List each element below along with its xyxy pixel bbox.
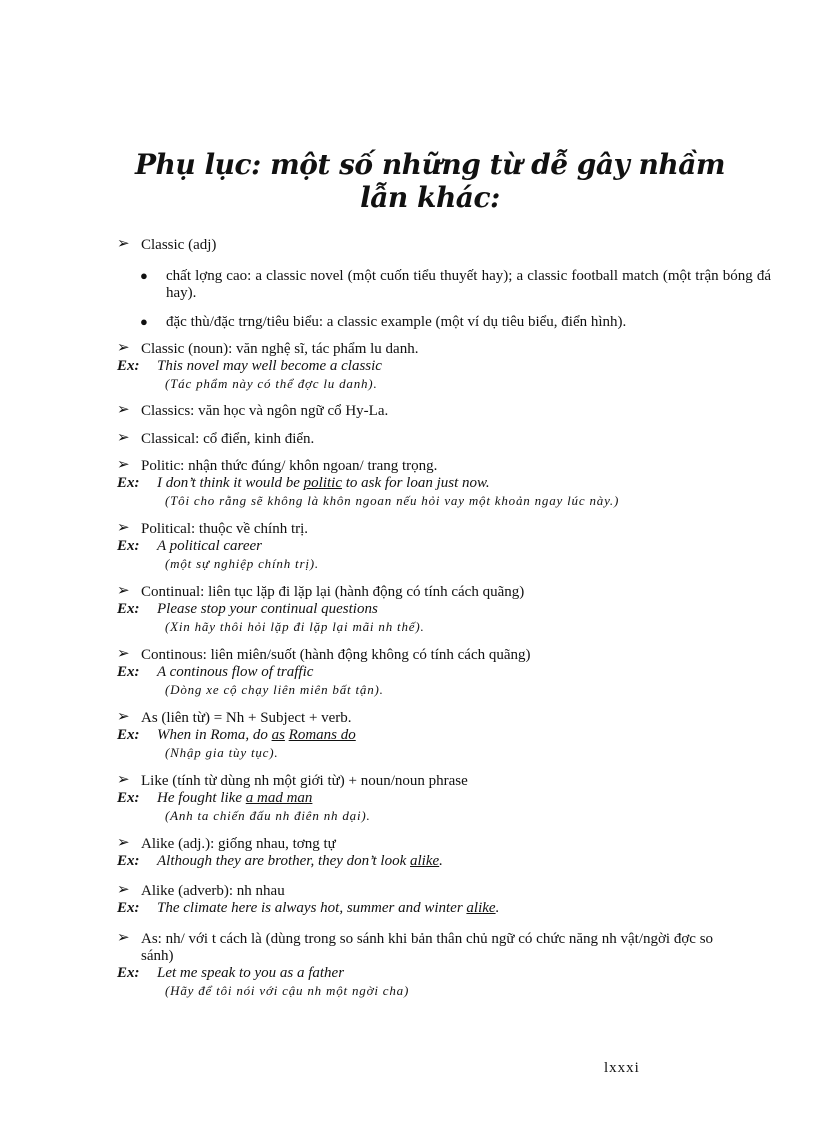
entry-as-conjunction xyxy=(117,710,747,761)
entry-alike-adj xyxy=(117,836,747,870)
arrow-bullet-icon: ➢ xyxy=(117,520,130,536)
entry-head: Classics: văn học và ngôn ngữ cổ Hy-La. xyxy=(141,403,389,419)
arrow-bullet-icon: ➢ xyxy=(117,930,130,946)
example-text: Although they are brother, they don’t look alike. xyxy=(157,853,443,869)
arrow-bullet-icon: ➢ xyxy=(117,430,130,446)
entry-continous xyxy=(117,647,747,698)
page-number: lxxxi xyxy=(604,1060,640,1076)
arrow-bullet-icon: ➢ xyxy=(117,236,130,252)
entry-head: Continual: liên tục lặp đi lặp lại (hành động có tính cách quãng) xyxy=(141,584,525,600)
example-label: Ex: xyxy=(117,853,140,869)
translation: (Dòng xe cộ chạy liên miên bất tận). xyxy=(165,682,384,697)
translation: (Anh ta chiến đấu nh điên nh dại). xyxy=(165,808,371,823)
arrow-bullet-icon: ➢ xyxy=(117,583,130,599)
example-label: Ex: xyxy=(117,601,140,617)
example-text: A continous flow of traffic xyxy=(157,664,314,680)
arrow-bullet-icon: ➢ xyxy=(117,709,130,725)
example-text: I don’t think it would be politic to ask for loan just now. xyxy=(157,475,490,491)
entry-head: Like (tính từ dùng nh một giới từ) + noun/noun phrase xyxy=(141,773,468,789)
entry-continual xyxy=(117,584,747,635)
example-label: Ex: xyxy=(117,790,140,806)
entry-head: Political: thuộc về chính trị. xyxy=(141,521,309,537)
arrow-bullet-icon: ➢ xyxy=(117,340,130,356)
example-label: Ex: xyxy=(117,475,140,491)
translation: (Tác phẩm này có thể đợc lu danh). xyxy=(165,376,378,391)
sub-bullet-typical xyxy=(140,314,771,331)
example-text: He fought like a mad man xyxy=(157,790,313,806)
entry-head: As (liên từ) = Nh + Subject + verb. xyxy=(141,710,352,726)
entry-head: Classic (adj) xyxy=(141,237,217,253)
example-text: Let me speak to you as a father xyxy=(157,965,345,981)
translation: (Tôi cho rằng sẽ không là khôn ngoan nếu hỏi vay một khoản ngay lúc này.) xyxy=(165,493,620,508)
entry-alike-adverb xyxy=(117,883,747,917)
arrow-bullet-icon: ➢ xyxy=(117,835,130,851)
example-label: Ex: xyxy=(117,900,140,916)
entry-classic-adj xyxy=(117,237,747,254)
entry-head: Continous: liên miên/suốt (hành động không có tính cách quãng) xyxy=(141,647,531,663)
sub-bullet-text: chất lợng cao: a classic novel (một cuốn tiểu thuyết hay); a classic football match (một trận bóng đá hay). xyxy=(166,268,771,301)
entry-classical xyxy=(117,431,747,448)
entry-classics xyxy=(117,403,747,420)
example-label: Ex: xyxy=(117,664,140,680)
entry-political xyxy=(117,521,747,572)
sub-bullet-quality xyxy=(140,268,771,302)
example-text: When in Roma, do as Romans do xyxy=(157,727,356,743)
translation: (Hãy để tôi nói với cậu nh một ngời cha) xyxy=(165,983,410,998)
translation: (Xin hãy thôi hỏi lặp đi lặp lại mãi nh thế). xyxy=(165,619,425,634)
entry-head: Politic: nhận thức đúng/ khôn ngoan/ trang trọng. xyxy=(141,458,438,474)
example-text: The climate here is always hot, summer and winter alike. xyxy=(157,900,500,916)
example-text: Please stop your continual questions xyxy=(157,601,378,617)
arrow-bullet-icon: ➢ xyxy=(117,882,130,898)
dot-bullet-icon: ● xyxy=(140,314,148,329)
entry-classic-noun xyxy=(117,341,747,392)
example-label: Ex: xyxy=(117,965,140,981)
sub-bullet-text: đặc thù/đặc trng/tiêu biểu: a classic example (một ví dụ tiêu biểu, điển hình). xyxy=(166,314,627,330)
entry-head: Classic (noun): văn nghệ sĩ, tác phẩm lu danh. xyxy=(141,341,419,357)
example-text: This novel may well become a classic xyxy=(157,358,382,374)
example-label: Ex: xyxy=(117,727,140,743)
arrow-bullet-icon: ➢ xyxy=(117,646,130,662)
translation: (Nhập gia tùy tục). xyxy=(165,745,279,760)
entry-politic xyxy=(117,458,747,509)
entry-as-comparison xyxy=(117,931,747,999)
page-title: Phụ lục: một số những từ dễ gây nhầm lẫn khác: xyxy=(135,148,725,214)
arrow-bullet-icon: ➢ xyxy=(117,402,130,418)
entry-like xyxy=(117,773,747,824)
arrow-bullet-icon: ➢ xyxy=(117,772,130,788)
example-label: Ex: xyxy=(117,538,140,554)
translation: (một sự nghiệp chính trị). xyxy=(165,556,319,571)
entry-head: Classical: cổ điển, kinh điển. xyxy=(141,431,315,447)
entry-head: Alike (adj.): giống nhau, tơng tự xyxy=(141,836,336,852)
entry-head: Alike (adverb): nh nhau xyxy=(141,883,285,899)
arrow-bullet-icon: ➢ xyxy=(117,457,130,473)
entry-head: As: nh/ với t cách là (dùng trong so sánh khi bản thân chủ ngữ có chức năng nh vật/ngời đợc so sánh) xyxy=(141,931,714,964)
example-text: A political career xyxy=(157,538,262,554)
dot-bullet-icon: ● xyxy=(140,268,148,283)
example-label: Ex: xyxy=(117,358,140,374)
